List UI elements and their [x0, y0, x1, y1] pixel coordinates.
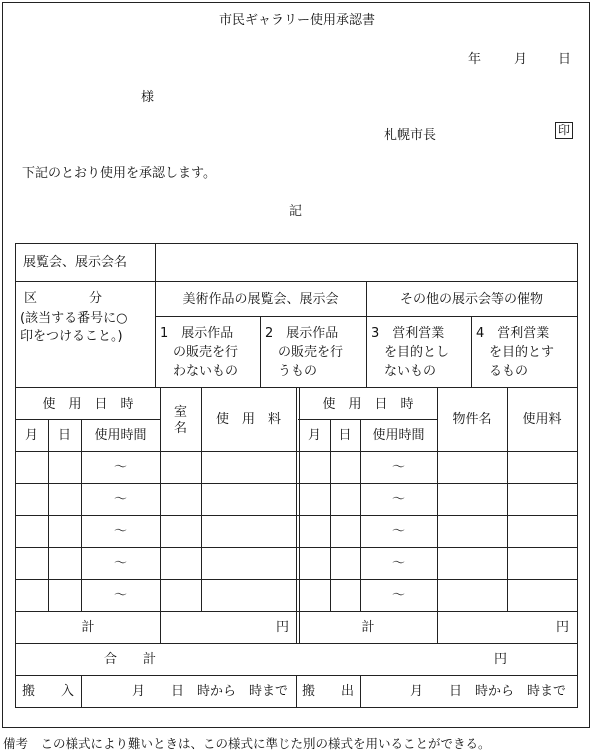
- month-header-left: 月: [24, 428, 38, 443]
- option-line: の販売を行: [278, 345, 344, 360]
- usage-datetime-header-right: 使 用 日 時: [322, 397, 414, 412]
- time-range-tilde: ～: [113, 492, 127, 507]
- option-1[interactable]: [160, 326, 260, 379]
- option-number: 3: [371, 326, 380, 341]
- exhibition-name-label: 展覧会、展示会名: [23, 255, 128, 270]
- option-3[interactable]: [371, 326, 471, 379]
- date-day: 日: [558, 52, 572, 67]
- category-note-2: 印をつけること。): [20, 329, 123, 344]
- date-year: 年: [468, 52, 482, 67]
- addressee: 様: [141, 90, 155, 105]
- option-line: 展示作品: [181, 326, 234, 341]
- room-name-header: 室名: [173, 405, 187, 436]
- move-in-label: 搬 入: [21, 684, 74, 699]
- category-note-1: (該当する番号に○: [20, 311, 128, 326]
- usage-fee-header-right: 使用料: [522, 412, 562, 427]
- subtotal-yen-left: 円: [276, 620, 290, 635]
- option-number: 4: [476, 326, 485, 341]
- time-range-tilde: ～: [391, 588, 405, 603]
- time-range-tilde: ～: [113, 460, 127, 475]
- intro-text: 下記のとおり使用を承認します。: [22, 166, 216, 181]
- option-line: わないもの: [173, 364, 239, 379]
- move-out-label: 搬 出: [301, 684, 354, 699]
- option-line: ないもの: [384, 364, 437, 379]
- option-number: 2: [265, 326, 274, 341]
- time-range-tilde: ～: [391, 492, 405, 507]
- option-line: 営利営業: [392, 326, 445, 341]
- date-month: 月: [514, 52, 528, 67]
- seal-mark: 印: [555, 122, 573, 139]
- item-name-header: 物件名: [452, 412, 492, 427]
- option-line: 展示作品: [286, 326, 339, 341]
- time-range-tilde: ～: [391, 460, 405, 475]
- time-range-tilde: ～: [391, 556, 405, 571]
- subtotal-label-left: 計: [81, 620, 95, 635]
- time-range-tilde: ～: [113, 524, 127, 539]
- option-line: 営利営業: [497, 326, 550, 341]
- option-number: 1: [160, 326, 169, 341]
- form-title: 市民ギャラリー使用承認書: [218, 13, 375, 28]
- subtotal-yen-right: 円: [556, 620, 570, 635]
- time-range-tilde: ～: [113, 556, 127, 571]
- day-header-left: 日: [57, 428, 71, 443]
- option-line: を目的とし: [384, 345, 450, 360]
- art-exhibition-heading: 美術作品の展覧会、展示会: [182, 292, 339, 307]
- option-line: うもの: [278, 364, 318, 379]
- other-exhibition-heading: その他の展示会等の催物: [399, 292, 543, 307]
- usage-datetime-header-left: 使 用 日 時: [42, 397, 134, 412]
- option-2[interactable]: [265, 326, 365, 379]
- time-range-tilde: ～: [113, 588, 127, 603]
- total-yen: 円: [494, 652, 508, 667]
- move-in-time: 月 日 時から 時まで: [132, 684, 289, 699]
- option-line: の販売を行: [173, 345, 239, 360]
- usage-time-header-right: 使用時間: [372, 428, 425, 443]
- total-label: 合 計: [103, 652, 156, 667]
- move-out-time: 月 日 時から 時まで: [410, 684, 567, 699]
- ki-heading: 記: [289, 204, 303, 219]
- option-line: るもの: [489, 364, 529, 379]
- usage-fee-header-left: 使 用 料: [215, 412, 281, 427]
- option-4[interactable]: [476, 326, 576, 379]
- time-range-tilde: ～: [391, 524, 405, 539]
- footnote: 備考 この様式により難いときは、この様式に準じた別の様式を用いることができる。: [3, 736, 491, 751]
- category-label: 区 分: [24, 291, 103, 306]
- month-header-right: 月: [307, 428, 321, 443]
- issuer: 札幌市長: [384, 128, 437, 143]
- subtotal-label-right: 計: [361, 620, 375, 635]
- option-line: を目的とす: [489, 345, 555, 360]
- usage-time-header-left: 使用時間: [94, 428, 147, 443]
- day-header-right: 日: [338, 428, 352, 443]
